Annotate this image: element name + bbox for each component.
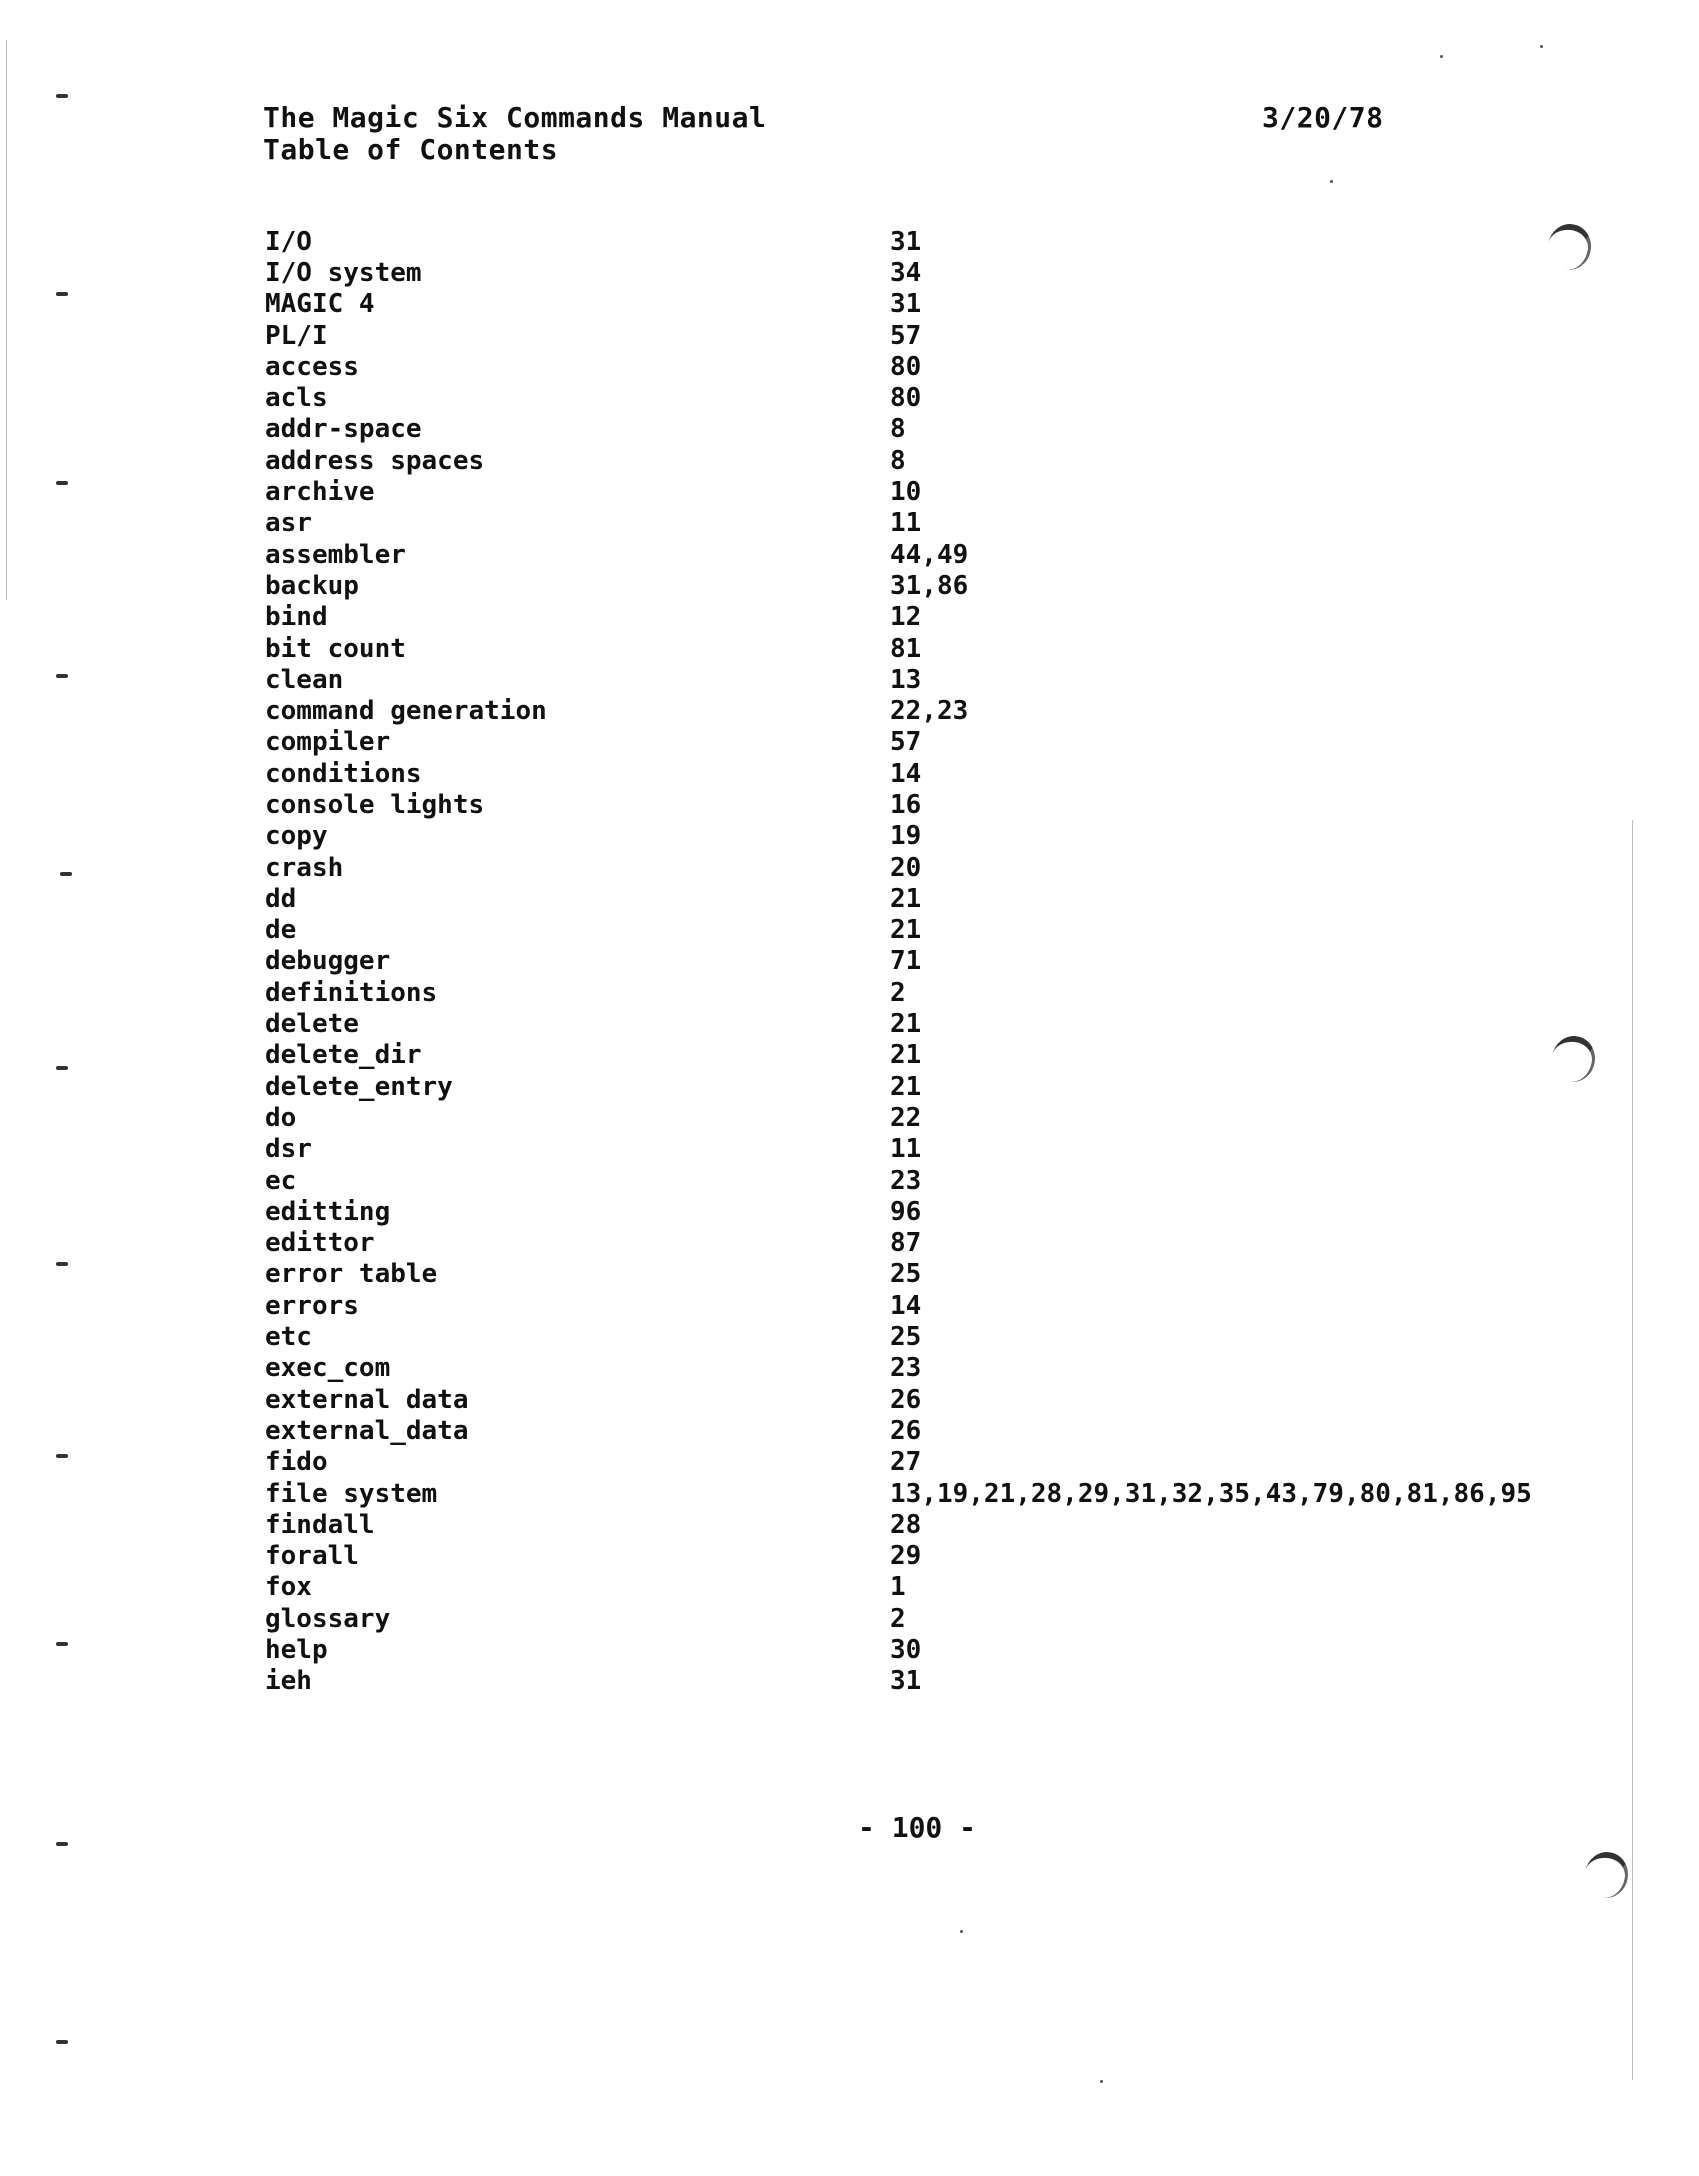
index-pages: 11 bbox=[890, 1134, 922, 1165]
index-pages: 71 bbox=[890, 946, 922, 977]
index-pages: 21 bbox=[890, 1040, 922, 1071]
scan-speck bbox=[1330, 180, 1333, 183]
index-entry bbox=[265, 1071, 1605, 1102]
index-term: delete_entry bbox=[265, 1071, 453, 1102]
index-entry bbox=[265, 1603, 1605, 1634]
index-pages: 96 bbox=[890, 1196, 922, 1227]
index-pages: 57 bbox=[890, 320, 922, 351]
index-pages: 31 bbox=[890, 226, 922, 257]
index-term: etc bbox=[265, 1322, 312, 1353]
index-pages: 2 bbox=[890, 977, 906, 1008]
index-pages: 34 bbox=[890, 257, 922, 288]
index-pages: 21 bbox=[890, 883, 922, 914]
index-pages: 81 bbox=[890, 633, 922, 664]
index-term: compiler bbox=[265, 727, 391, 758]
index-pages: 13,19,21,28,29,31,32,35,43,79,80,81,86,95 bbox=[890, 1478, 1532, 1509]
index-term: address spaces bbox=[265, 445, 485, 476]
index-entry bbox=[265, 257, 1605, 288]
margin-mark bbox=[56, 2040, 68, 2044]
index-term: PL/I bbox=[265, 320, 328, 351]
index-pages: 14 bbox=[890, 1290, 922, 1321]
index-term: MAGIC 4 bbox=[265, 289, 375, 320]
index-pages: 13 bbox=[890, 664, 922, 695]
index-pages: 23 bbox=[890, 1165, 922, 1196]
document-date: 3/20/78 bbox=[1262, 101, 1384, 134]
index-term: archive bbox=[265, 477, 375, 508]
index-list bbox=[265, 226, 1605, 1697]
index-entry bbox=[265, 1447, 1605, 1478]
index-pages: 31 bbox=[890, 289, 922, 320]
index-term: edittor bbox=[265, 1228, 375, 1259]
index-entry bbox=[265, 1509, 1605, 1540]
index-term: error table bbox=[265, 1259, 438, 1290]
index-entry bbox=[265, 758, 1605, 789]
index-entry bbox=[265, 1228, 1605, 1259]
index-entry bbox=[265, 1634, 1605, 1665]
index-entry bbox=[265, 1259, 1605, 1290]
index-term: forall bbox=[265, 1541, 359, 1572]
index-term: definitions bbox=[265, 977, 438, 1008]
index-term: backup bbox=[265, 570, 359, 601]
index-entry bbox=[265, 727, 1605, 758]
index-term: asr bbox=[265, 508, 312, 539]
index-pages: 22,23 bbox=[890, 696, 969, 727]
index-term: addr-space bbox=[265, 414, 422, 445]
index-pages: 87 bbox=[890, 1228, 922, 1259]
index-entry bbox=[265, 570, 1605, 601]
index-entry bbox=[265, 1666, 1605, 1697]
index-pages: 44,49 bbox=[890, 539, 969, 570]
index-entry bbox=[265, 1321, 1605, 1352]
index-pages: 26 bbox=[890, 1384, 922, 1415]
index-entry bbox=[265, 382, 1605, 413]
margin-mark bbox=[56, 292, 68, 296]
index-term: assembler bbox=[265, 539, 406, 570]
margin-mark bbox=[56, 1842, 68, 1846]
index-entry bbox=[265, 476, 1605, 507]
margin-mark bbox=[56, 1066, 68, 1070]
index-term: do bbox=[265, 1102, 297, 1133]
index-term: glossary bbox=[265, 1603, 391, 1634]
index-entry bbox=[265, 789, 1605, 820]
index-term: help bbox=[265, 1635, 328, 1665]
index-term: acls bbox=[265, 383, 328, 414]
index-pages: 12 bbox=[890, 602, 922, 633]
index-pages: 10 bbox=[890, 477, 922, 508]
scan-speck bbox=[1100, 2080, 1103, 2083]
index-term: command generation bbox=[265, 696, 547, 727]
index-term: dd bbox=[265, 883, 297, 914]
index-term: editting bbox=[265, 1196, 391, 1227]
index-entry bbox=[265, 539, 1605, 570]
index-pages: 20 bbox=[890, 852, 922, 883]
margin-mark bbox=[56, 1262, 68, 1266]
index-pages: 8 bbox=[890, 414, 906, 445]
index-entry bbox=[265, 1102, 1605, 1133]
index-entry bbox=[265, 1196, 1605, 1227]
index-pages: 28 bbox=[890, 1509, 922, 1540]
index-pages: 29 bbox=[890, 1541, 922, 1572]
index-term: fox bbox=[265, 1572, 312, 1603]
right-scan-edge bbox=[1632, 820, 1633, 2080]
index-term: fido bbox=[265, 1447, 328, 1478]
index-term: access bbox=[265, 351, 359, 382]
index-entry bbox=[265, 445, 1605, 476]
index-term: file system bbox=[265, 1478, 438, 1509]
index-pages: 14 bbox=[890, 758, 922, 789]
index-pages: 31,86 bbox=[890, 570, 969, 601]
index-term: console lights bbox=[265, 789, 485, 820]
index-entry bbox=[265, 977, 1605, 1008]
margin-mark bbox=[56, 94, 68, 98]
index-pages: 30 bbox=[890, 1635, 922, 1665]
index-entry bbox=[265, 289, 1605, 320]
index-entry bbox=[265, 602, 1605, 633]
index-term: delete_dir bbox=[265, 1040, 422, 1071]
index-entry bbox=[265, 1008, 1605, 1039]
index-term: copy bbox=[265, 821, 328, 852]
scan-speck bbox=[960, 1930, 963, 1933]
index-pages: 23 bbox=[890, 1353, 922, 1384]
index-term: exec_com bbox=[265, 1353, 391, 1384]
index-pages: 25 bbox=[890, 1322, 922, 1353]
index-pages: 21 bbox=[890, 1071, 922, 1102]
index-entry bbox=[265, 1478, 1605, 1509]
scan-speck bbox=[1540, 45, 1543, 48]
index-entry bbox=[265, 1572, 1605, 1603]
index-pages: 25 bbox=[890, 1259, 922, 1290]
index-pages: 22 bbox=[890, 1102, 922, 1133]
index-pages: 80 bbox=[890, 383, 922, 414]
index-pages: 21 bbox=[890, 1009, 922, 1040]
index-term: findall bbox=[265, 1509, 375, 1540]
index-entry bbox=[265, 633, 1605, 664]
document-title: The Magic Six Commands Manual bbox=[263, 101, 767, 134]
index-entry bbox=[265, 883, 1605, 914]
index-entry bbox=[265, 695, 1605, 726]
index-entry bbox=[265, 414, 1605, 445]
margin-mark bbox=[56, 1642, 68, 1646]
page-number: - 100 - bbox=[858, 1811, 977, 1844]
index-entry bbox=[265, 351, 1605, 382]
index-term: bind bbox=[265, 602, 328, 633]
index-term: I/O bbox=[265, 226, 312, 257]
index-entry bbox=[265, 1040, 1605, 1071]
index-term: crash bbox=[265, 852, 344, 883]
index-entry bbox=[265, 664, 1605, 695]
document-subtitle: Table of Contents bbox=[263, 133, 559, 166]
left-scan-edge bbox=[6, 40, 7, 600]
index-term: errors bbox=[265, 1290, 359, 1321]
index-entry bbox=[265, 1134, 1605, 1165]
margin-mark bbox=[56, 481, 68, 485]
index-pages: 8 bbox=[890, 445, 906, 476]
margin-mark bbox=[56, 1454, 68, 1458]
index-entry bbox=[265, 1353, 1605, 1384]
index-term: dsr bbox=[265, 1134, 312, 1165]
index-entry bbox=[265, 915, 1605, 946]
scan-speck bbox=[1440, 55, 1443, 58]
index-entry bbox=[265, 1415, 1605, 1446]
index-term: bit count bbox=[265, 633, 406, 664]
index-entry bbox=[265, 1165, 1605, 1196]
index-term: de bbox=[265, 915, 297, 946]
margin-mark bbox=[60, 872, 72, 876]
index-pages: 19 bbox=[890, 821, 922, 852]
index-pages: 27 bbox=[890, 1447, 922, 1478]
index-pages: 11 bbox=[890, 508, 922, 539]
index-term: external_data bbox=[265, 1415, 469, 1446]
index-pages: 2 bbox=[890, 1603, 906, 1634]
index-term: external data bbox=[265, 1384, 469, 1415]
index-pages: 16 bbox=[890, 789, 922, 820]
index-entry bbox=[265, 320, 1605, 351]
index-pages: 1 bbox=[890, 1572, 906, 1603]
index-term: I/O system bbox=[265, 257, 422, 288]
index-entry bbox=[265, 946, 1605, 977]
index-entry bbox=[265, 1290, 1605, 1321]
index-entry bbox=[265, 1384, 1605, 1415]
index-pages: 31 bbox=[890, 1666, 922, 1697]
index-term: ec bbox=[265, 1165, 297, 1196]
index-pages: 80 bbox=[890, 351, 922, 382]
index-entry bbox=[265, 1540, 1605, 1571]
index-entry bbox=[265, 852, 1605, 883]
index-term: conditions bbox=[265, 758, 422, 789]
index-pages: 21 bbox=[890, 915, 922, 946]
margin-mark bbox=[56, 674, 68, 678]
index-pages: 26 bbox=[890, 1415, 922, 1446]
index-term: debugger bbox=[265, 946, 391, 977]
index-pages: 57 bbox=[890, 727, 922, 758]
index-entry bbox=[265, 821, 1605, 852]
binder-hole-bottom bbox=[1581, 1849, 1631, 1902]
index-term: ieh bbox=[265, 1666, 312, 1697]
index-term: clean bbox=[265, 664, 344, 695]
index-term: delete bbox=[265, 1009, 359, 1040]
index-entry bbox=[265, 226, 1605, 257]
index-entry bbox=[265, 508, 1605, 539]
